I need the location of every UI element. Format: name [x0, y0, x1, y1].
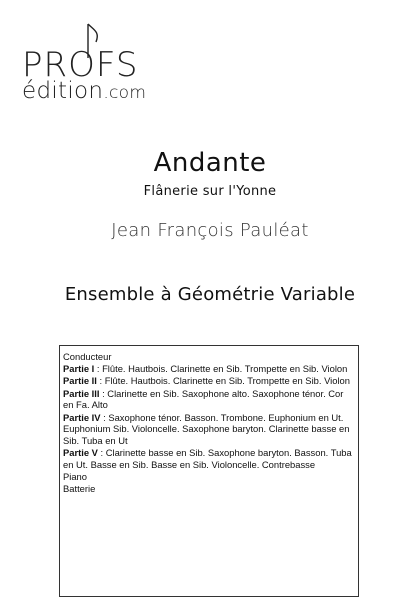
part-1-label: Partie I — [63, 362, 95, 374]
part-5-label: Partie V — [63, 447, 98, 458]
part-3-label: Partie III — [63, 387, 100, 399]
part-2 — [63, 375, 355, 387]
part-2-label: Partie II — [63, 375, 97, 386]
part-3-instruments: : Clarinette en Sib. Saxophone alto. Saxophone ténor. Cor en Fa. Alto — [63, 387, 344, 410]
logo-edition-main: édition — [22, 78, 104, 104]
part-1-instruments: : Flûte. Hautbois. Clarinette en Sib. Trompette en Sib. Violon — [94, 362, 348, 374]
part-4 — [63, 412, 355, 447]
logo-profs-text: PROFS — [22, 45, 139, 85]
part-2-instruments: : Flûte. Hautbois. Clarinette en Sib. Trompette en Sib. Violon — [96, 375, 350, 386]
part-piano: Piano — [63, 471, 87, 482]
piece-title: Andante — [153, 148, 267, 178]
instrumentation-box — [59, 345, 359, 597]
part-3 — [63, 388, 355, 411]
part-4-instruments: : Saxophone ténor. Basson. Trombone. Euphonium en Ut. Euphonium Sib. Violoncelle. Saxophone baryton. Clarinette basse en Sib. Tuba en Ut — [63, 411, 350, 446]
piece-subtitle: Flânerie sur l'Yonne — [143, 184, 277, 199]
ensemble-type: Ensemble à Géométrie Variable — [64, 284, 356, 305]
part-5-instruments: : Clarinette basse en Sib. Saxophone baryton. Basson. Tuba en Ut. Basse en Sib. Basse en Sib. Violoncelle. Contrebasse — [63, 447, 352, 470]
part-1 — [63, 363, 355, 375]
part-5 — [63, 447, 355, 470]
part-conducteur: Conducteur — [63, 351, 112, 362]
part-4-label: Partie IV — [63, 411, 101, 423]
logo-edition-domain: .com — [103, 83, 147, 103]
part-batterie: Batterie — [63, 482, 96, 494]
profs-edition-logo — [22, 18, 162, 102]
composer-name: Jean François Pauléat — [111, 220, 309, 241]
logo-edition-text — [22, 80, 146, 103]
